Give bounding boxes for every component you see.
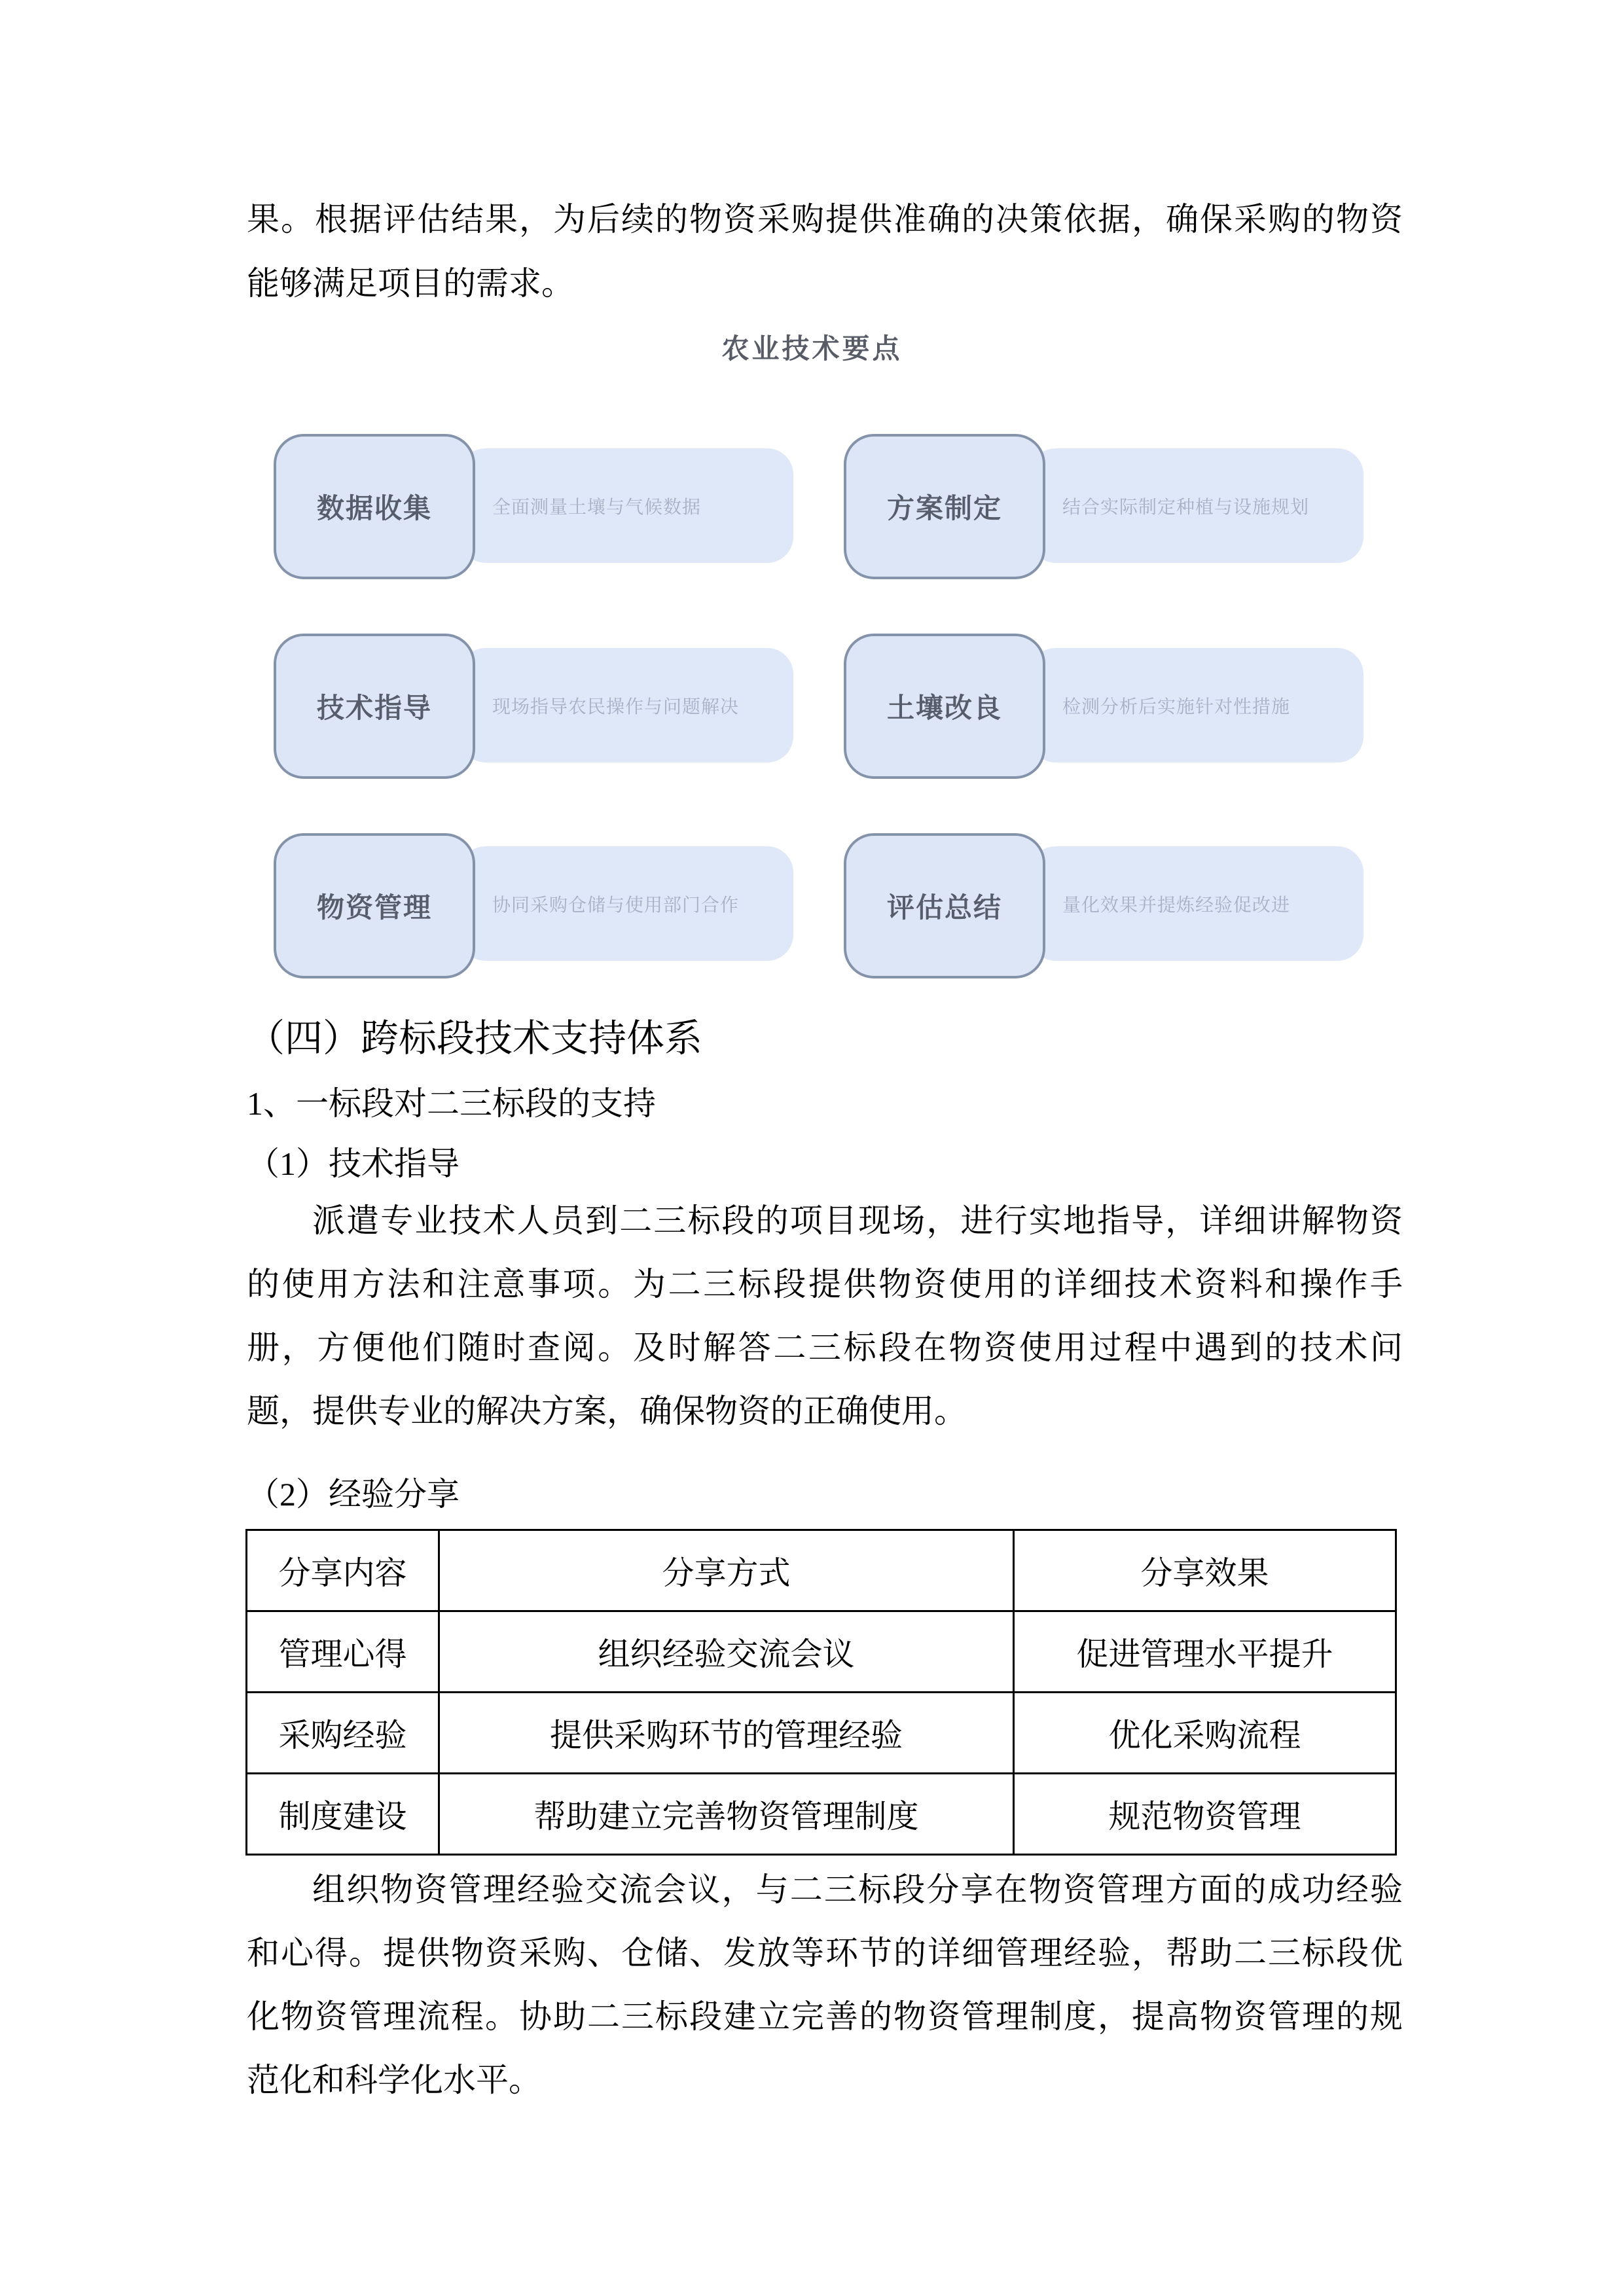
table-header-cell: 分享方式 (439, 1530, 1014, 1611)
paragraph-line: 题，提供专业的解决方案，确保物资的正确使用。 (247, 1393, 967, 1429)
point-heading-2: （2）经验分享 (247, 1476, 460, 1513)
table-cell: 优化采购流程 (1014, 1693, 1396, 1774)
paragraph-line: 化物资管理流程。协助二三标段建立完善的物资管理制度，提高物资管理的规 (247, 1998, 1403, 2035)
table-cell: 促进管理水平提升 (1014, 1611, 1396, 1693)
node-label: 物资管理 (316, 893, 432, 924)
paragraph-line: 能够满足项目的需求。 (247, 265, 574, 302)
table-header-cell: 分享效果 (1014, 1530, 1396, 1611)
node-label: 方案制定 (886, 494, 1002, 524)
table-header-cell: 分享内容 (247, 1530, 439, 1611)
diagram-node-technical-guidance (274, 634, 475, 779)
node-label: 数据收集 (316, 494, 432, 524)
table-cell: 采购经验 (247, 1693, 439, 1774)
node-desc-label: 检测分析后实施针对性措施 (1062, 696, 1291, 717)
node-label: 技术指导 (316, 694, 432, 724)
subsection-heading: 1、一标段对二三标段的支持 (247, 1085, 656, 1122)
node-desc-bar (460, 846, 793, 961)
node-label: 土壤改良 (886, 694, 1002, 724)
node-desc-bar (1030, 648, 1363, 762)
paragraph-evaluation-result (247, 187, 1403, 315)
node-desc-bar (1030, 846, 1363, 961)
paragraph-line: 和心得。提供物资采购、仓储、发放等环节的详细管理经验，帮助二三标段优 (247, 1935, 1403, 1971)
node-desc-bar (460, 648, 793, 762)
table-cell: 管理心得 (247, 1611, 439, 1693)
paragraph-line: 派遣专业技术人员到二三标段的项目现场，进行实地指导，详细讲解物资 (312, 1202, 1403, 1239)
node-desc-bar (460, 448, 793, 563)
node-desc-bar (1030, 448, 1363, 563)
paragraph-line: 册，方便他们随时查阅。及时解答二三标段在物资使用过程中遇到的技术问 (247, 1329, 1403, 1366)
paragraph-technical-guidance (247, 1189, 1403, 1443)
experience-sharing-table (245, 1529, 1397, 1856)
point-heading-1: （1）技术指导 (247, 1145, 460, 1182)
table-row (247, 1611, 1396, 1693)
section-heading: （四）跨标段技术支持体系 (247, 1017, 703, 1060)
paragraph-line: 果。根据评估结果，为后续的物资采购提供准确的决策依据，确保采购的物资 (247, 201, 1403, 238)
node-desc-label: 现场指导农民操作与问题解决 (492, 696, 740, 717)
paragraph-line: 范化和科学化水平。 (247, 2062, 541, 2098)
table-cell: 帮助建立完善物资管理制度 (439, 1774, 1014, 1855)
node-desc-label: 全面测量土壤与气候数据 (492, 497, 702, 518)
table-row (247, 1693, 1396, 1774)
table-row (247, 1774, 1396, 1855)
diagram-title: 农业技术要点 (721, 334, 903, 365)
node-desc-label: 量化效果并提炼经验促改进 (1062, 895, 1291, 916)
diagram-node-plan-formulation (844, 434, 1045, 579)
paragraph-line: 的使用方法和注意事项。为二三标段提供物资使用的详细技术资料和操作手 (247, 1266, 1403, 1302)
diagram-node-soil-improvement (844, 634, 1045, 779)
table-cell: 制度建设 (247, 1774, 439, 1855)
paragraph-line: 组织物资管理经验交流会议，与二三标段分享在物资管理方面的成功经验 (312, 1871, 1403, 1908)
table-header-row (247, 1530, 1396, 1611)
node-label: 评估总结 (886, 893, 1002, 924)
diagram-node-material-management (274, 833, 475, 978)
node-desc-label: 结合实际制定种植与设施规划 (1062, 497, 1310, 518)
node-desc-label: 协同采购仓储与使用部门合作 (492, 895, 740, 916)
table-cell: 组织经验交流会议 (439, 1611, 1014, 1693)
table-cell: 规范物资管理 (1014, 1774, 1396, 1855)
diagram-node-evaluation-summary (844, 833, 1045, 978)
diagram-node-data-collection (274, 434, 475, 579)
paragraph-experience-sharing (247, 1858, 1403, 2112)
table-cell: 提供采购环节的管理经验 (439, 1693, 1014, 1774)
